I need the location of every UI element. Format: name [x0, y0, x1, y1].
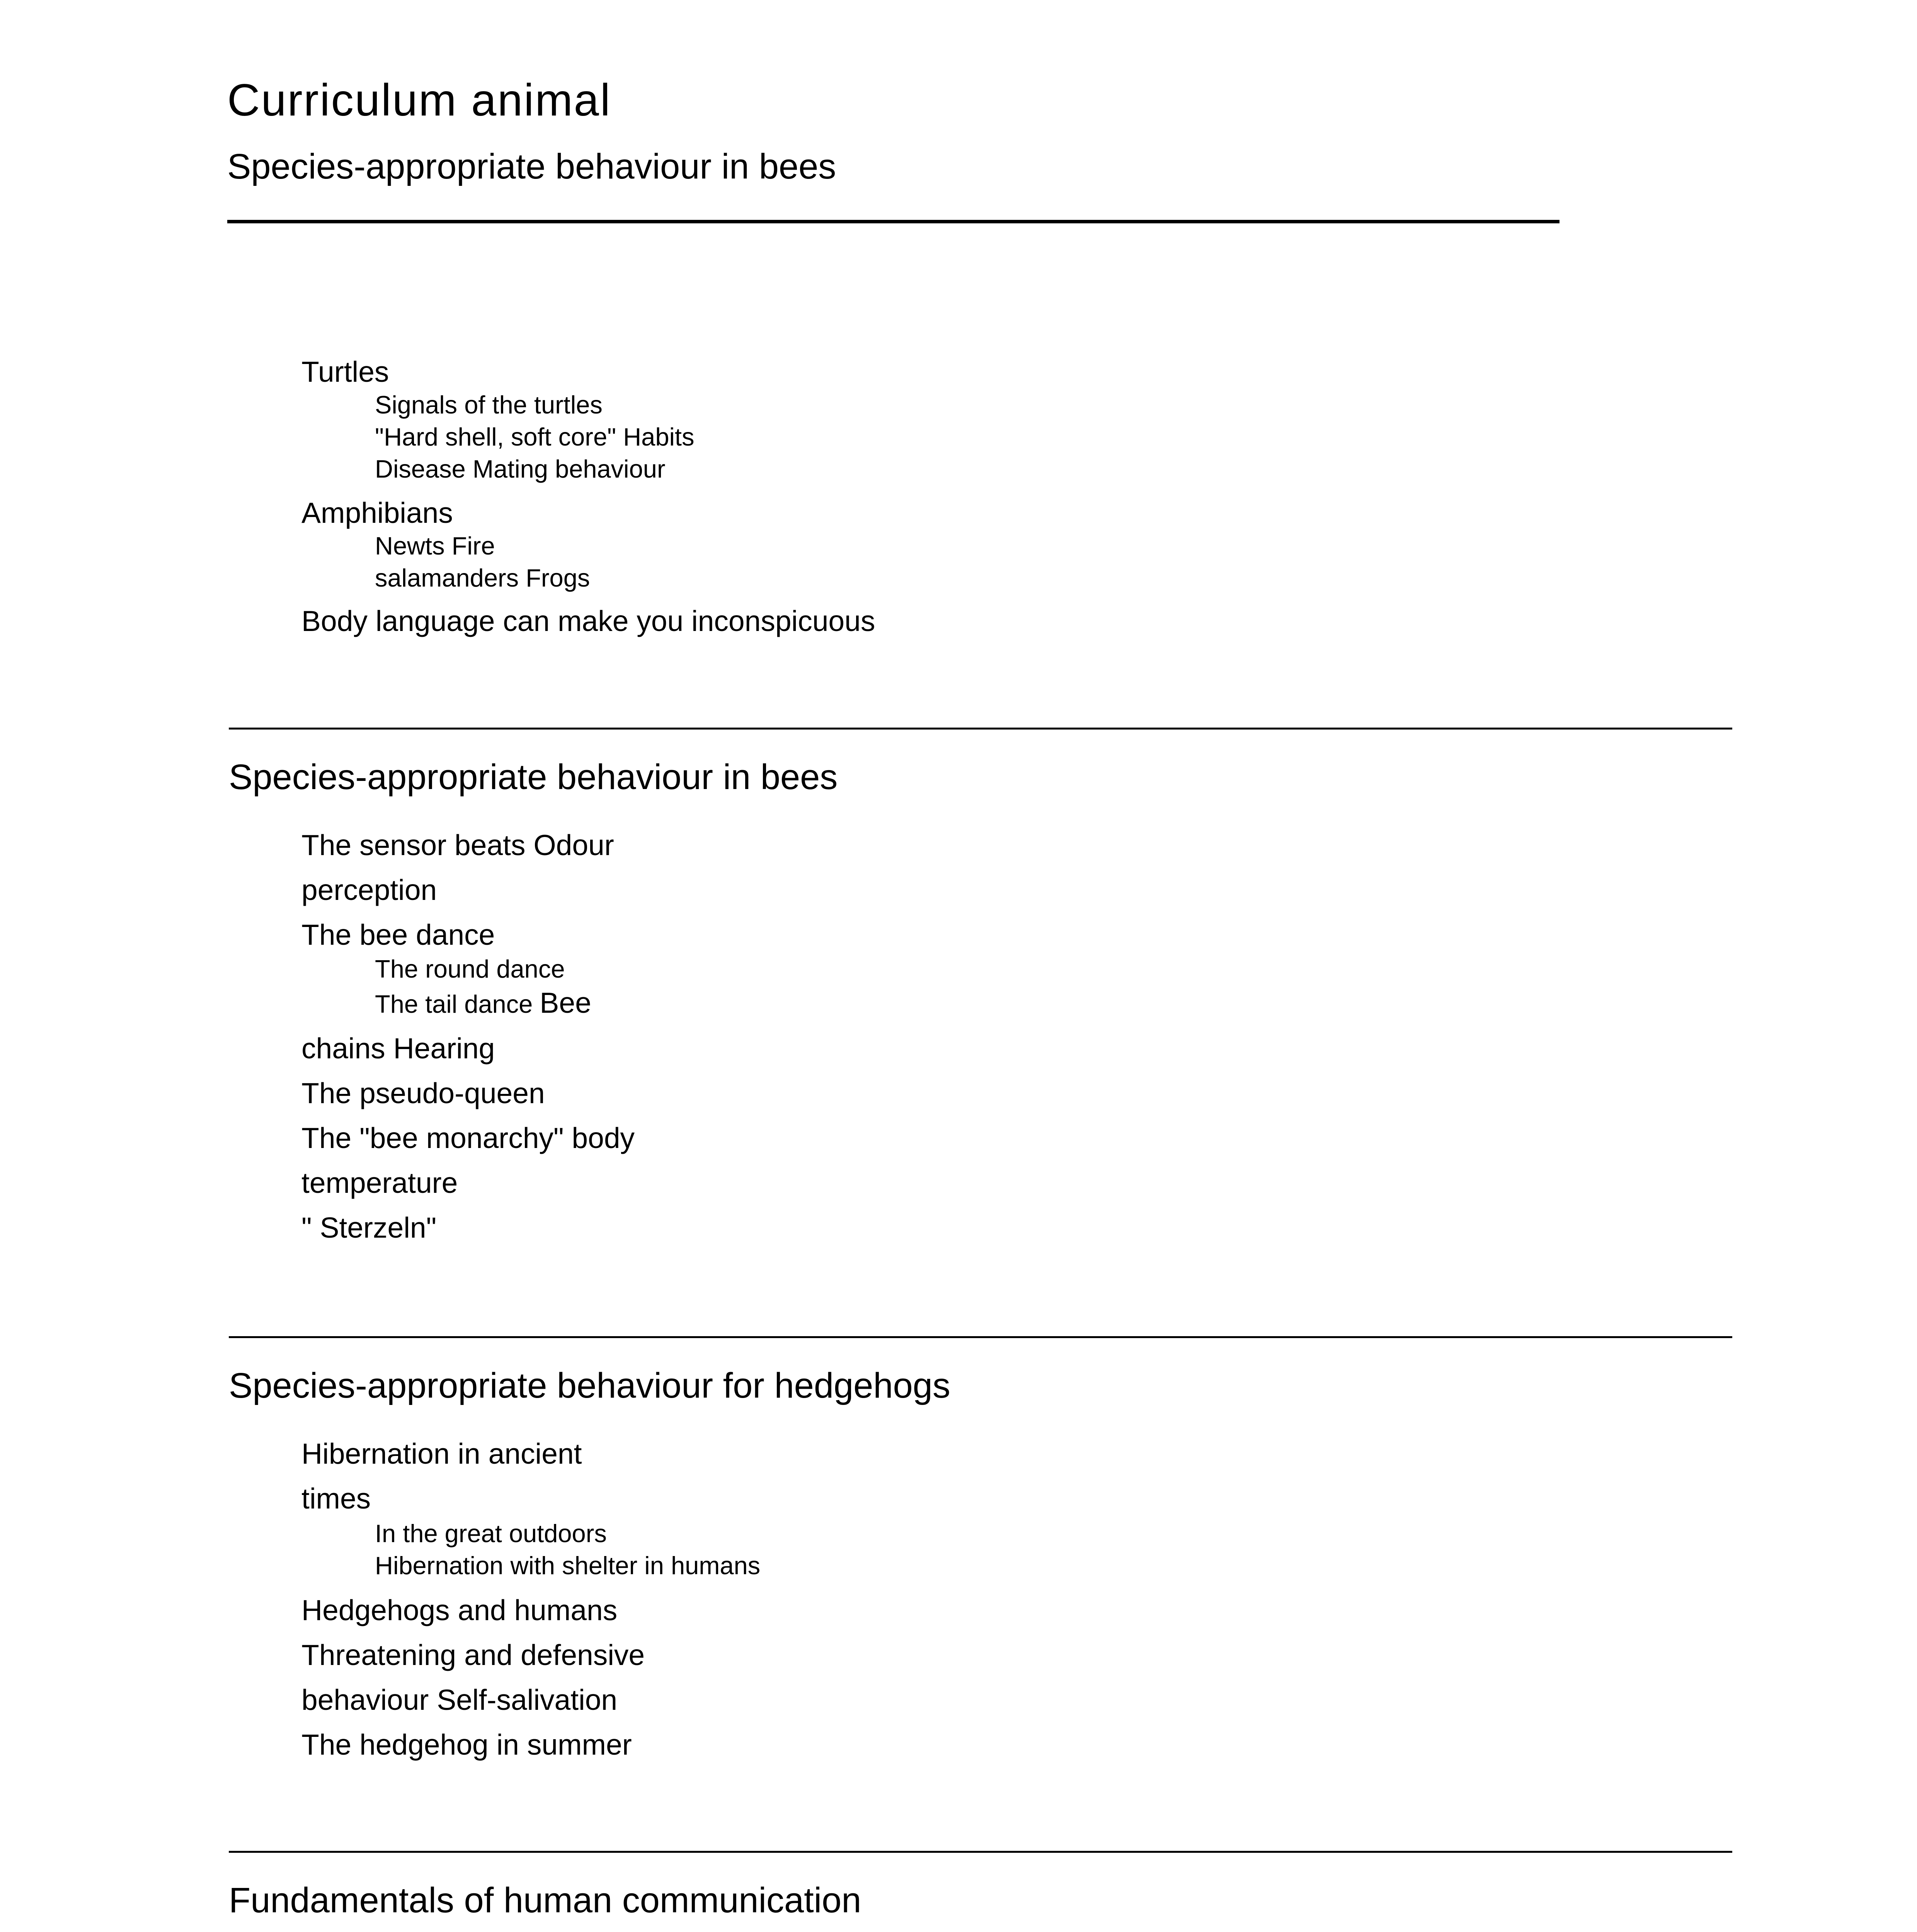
list-item-turtles: Turtles [301, 355, 389, 388]
list-item-amphibians: Amphibians [301, 497, 453, 529]
section-divider [229, 1336, 1732, 1338]
page-title: Curriculum animal [227, 75, 611, 125]
section-heading-hedgehogs: Species-appropriate behaviour for hedgehogs [229, 1366, 950, 1405]
list-item: Hedgehogs and humans [301, 1594, 618, 1626]
list-item: Threatening and defensive [301, 1639, 645, 1671]
list-item: temperature [301, 1167, 458, 1199]
section-divider [229, 728, 1732, 730]
section-divider [229, 1851, 1732, 1853]
list-item: The "bee monarchy" body [301, 1122, 635, 1154]
list-subitem: Disease Mating behaviour [375, 455, 666, 483]
list-item: behaviour Self-salivation [301, 1684, 618, 1716]
list-item: Hibernation in ancient [301, 1437, 582, 1470]
list-subitem-text: Bee [540, 986, 591, 1019]
list-item: The bee dance [301, 918, 495, 951]
header-divider [227, 220, 1559, 223]
list-item: perception [301, 874, 437, 906]
list-item: " Sterzeln" [301, 1211, 437, 1244]
list-item: chains Hearing [301, 1032, 495, 1065]
list-subitem: The round dance [375, 955, 565, 983]
list-item: The sensor beats Odour [301, 829, 614, 861]
list-subitem: salamanders Frogs [375, 564, 590, 592]
list-item-body-language: Body language can make you inconspicuous [301, 605, 875, 637]
list-item: The hedgehog in summer [301, 1728, 632, 1761]
section-heading-communication: Fundamentals of human communication [229, 1881, 861, 1920]
list-subitem: "Hard shell, soft core" Habits [375, 423, 695, 451]
page-subtitle: Species-appropriate behaviour in bees [227, 147, 836, 186]
list-subitem [375, 988, 591, 1017]
list-item: The pseudo-queen [301, 1077, 545, 1109]
list-item: times [301, 1482, 371, 1515]
list-subitem-text: The tail dance [375, 990, 540, 1018]
list-subitem: Hibernation with shelter in humans [375, 1551, 761, 1580]
list-subitem: Newts Fire [375, 532, 495, 560]
section-heading-bees: Species-appropriate behaviour in bees [229, 757, 838, 797]
list-subitem: Signals of the turtles [375, 391, 603, 419]
list-subitem: In the great outdoors [375, 1519, 607, 1548]
